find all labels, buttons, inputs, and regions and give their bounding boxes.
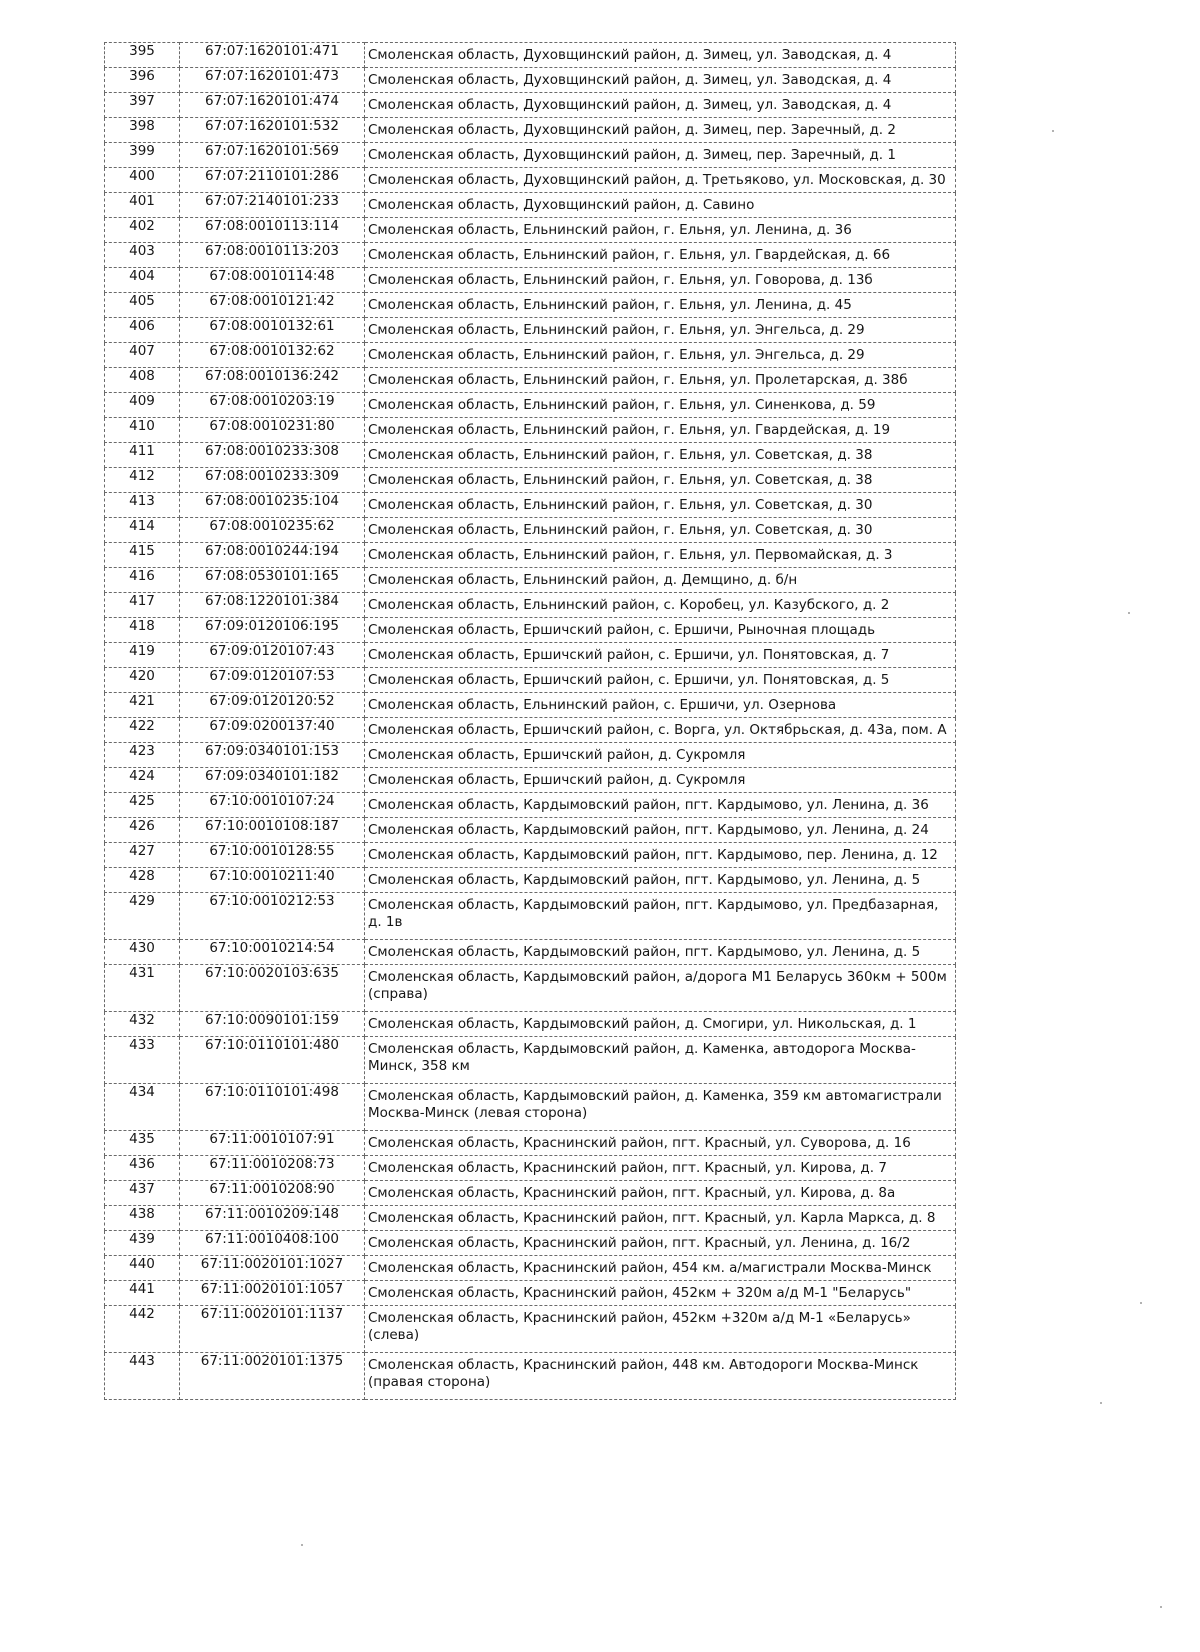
table-row [105,318,956,343]
table-row [105,1256,956,1281]
row-number-cell: 429 [105,893,180,940]
cadastral-number-cell: 67:08:0010121:42 [180,293,365,318]
address-cell: Смоленская область, Краснинский район, 454 км. а/магистрали Москва-Минск [365,1256,956,1281]
table-row [105,818,956,843]
table-row [105,143,956,168]
cadastral-number-cell: 67:11:0010209:148 [180,1206,365,1231]
address-cell: Смоленская область, Ельнинский район, г. Ельня, ул. Советская, д. 30 [365,493,956,518]
table-row [105,1156,956,1181]
address-cell: Смоленская область, Кардымовский район, д. Каменка, автодорога Москва-Минск, 358 км [365,1037,956,1084]
row-number-cell: 442 [105,1306,180,1353]
cadastral-number-cell: 67:07:1620101:532 [180,118,365,143]
table-row [105,443,956,468]
table-row [105,493,956,518]
address-cell: Смоленская область, Краснинский район, пгт. Красный, ул. Кирова, д. 7 [365,1156,956,1181]
row-number-cell: 416 [105,568,180,593]
row-number-cell: 407 [105,343,180,368]
cadastral-number-cell: 67:10:0110101:498 [180,1084,365,1131]
row-number-cell: 404 [105,268,180,293]
scan-speck [1128,612,1130,614]
address-cell: Смоленская область, Краснинский район, пгт. Красный, ул. Ленина, д. 16/2 [365,1231,956,1256]
cadastral-number-cell: 67:07:2110101:286 [180,168,365,193]
row-number-cell: 426 [105,818,180,843]
address-cell: Смоленская область, Ельнинский район, г. Ельня, ул. Ленина, д. 45 [365,293,956,318]
table-row [105,168,956,193]
address-cell: Смоленская область, Духовщинский район, д. Зимец, ул. Заводская, д. 4 [365,68,956,93]
row-number-cell: 417 [105,593,180,618]
table-row [105,793,956,818]
address-cell: Смоленская область, Ельнинский район, г. Ельня, ул. Синенкова, д. 59 [365,393,956,418]
table-row [105,593,956,618]
address-cell: Смоленская область, Кардымовский район, д. Смогири, ул. Никольская, д. 1 [365,1012,956,1037]
table-row [105,868,956,893]
table-row [105,618,956,643]
row-number-cell: 403 [105,243,180,268]
row-number-cell: 401 [105,193,180,218]
cadastral-number-cell: 67:09:0340101:182 [180,768,365,793]
cadastral-number-cell: 67:10:0010128:55 [180,843,365,868]
cadastral-number-cell: 67:11:0020101:1375 [180,1353,365,1400]
row-number-cell: 405 [105,293,180,318]
cadastral-number-cell: 67:07:1620101:474 [180,93,365,118]
row-number-cell: 433 [105,1037,180,1084]
address-cell: Смоленская область, Ельнинский район, г. Ельня, ул. Ленина, д. 36 [365,218,956,243]
address-cell: Смоленская область, Ельнинский район, г. Ельня, ул. Советская, д. 38 [365,468,956,493]
cadastral-number-cell: 67:10:0010214:54 [180,940,365,965]
table-row [105,718,956,743]
row-number-cell: 397 [105,93,180,118]
cadastral-number-cell: 67:11:0010107:91 [180,1131,365,1156]
table-row [105,1181,956,1206]
address-cell: Смоленская область, Кардымовский район, пгт. Кардымово, ул. Ленина, д. 5 [365,868,956,893]
cadastral-number-cell: 67:10:0010107:24 [180,793,365,818]
row-number-cell: 439 [105,1231,180,1256]
table-row [105,218,956,243]
table-row [105,668,956,693]
cadastral-number-cell: 67:08:0010233:308 [180,443,365,468]
address-cell: Смоленская область, Ельнинский район, с. Коробец, ул. Казубского, д. 2 [365,593,956,618]
row-number-cell: 411 [105,443,180,468]
address-cell: Смоленская область, Ельнинский район, г. Ельня, ул. Советская, д. 30 [365,518,956,543]
cadastral-number-cell: 67:07:1620101:473 [180,68,365,93]
address-cell: Смоленская область, Краснинский район, пгт. Красный, ул. Карла Маркса, д. 8 [365,1206,956,1231]
cadastral-number-cell: 67:07:1620101:569 [180,143,365,168]
table-row [105,643,956,668]
cadastral-number-cell: 67:07:1620101:471 [180,43,365,68]
row-number-cell: 395 [105,43,180,68]
cadastral-number-cell: 67:08:0010235:104 [180,493,365,518]
table-row [105,43,956,68]
address-cell: Смоленская область, Ершичский район, с. Ершичи, Рыночная площадь [365,618,956,643]
address-cell: Смоленская область, Краснинский район, пгт. Красный, ул. Суворова, д. 16 [365,1131,956,1156]
scan-speck [1160,1606,1162,1608]
row-number-cell: 408 [105,368,180,393]
cadastral-number-cell: 67:08:0010233:309 [180,468,365,493]
table-row [105,1206,956,1231]
row-number-cell: 422 [105,718,180,743]
table-row [105,940,956,965]
cadastral-number-cell: 67:10:0110101:480 [180,1037,365,1084]
table-row [105,193,956,218]
row-number-cell: 440 [105,1256,180,1281]
row-number-cell: 430 [105,940,180,965]
cadastral-number-cell: 67:08:1220101:384 [180,593,365,618]
address-cell: Смоленская область, Ершичский район, с. Ершичи, ул. Понятовская, д. 7 [365,643,956,668]
row-number-cell: 410 [105,418,180,443]
table-row [105,118,956,143]
table-row [105,1353,956,1400]
address-cell: Смоленская область, Духовщинский район, д. Зимец, пер. Заречный, д. 2 [365,118,956,143]
table-row [105,68,956,93]
table-row [105,568,956,593]
table-row [105,293,956,318]
row-number-cell: 399 [105,143,180,168]
address-cell: Смоленская область, Ельнинский район, г. Ельня, ул. Пролетарская, д. 38б [365,368,956,393]
cadastral-number-cell: 67:11:0010408:100 [180,1231,365,1256]
address-cell: Смоленская область, Кардымовский район, д. Каменка, 359 км автомагистрали Москва-Минск (левая сторона) [365,1084,956,1131]
address-cell: Смоленская область, Ершичский район, с. Ворга, ул. Октябрьская, д. 43а, пом. А [365,718,956,743]
address-cell: Смоленская область, Кардымовский район, пгт. Кардымово, ул. Ленина, д. 5 [365,940,956,965]
address-cell: Смоленская область, Краснинский район, 448 км. Автодороги Москва-Минск (правая сторона) [365,1353,956,1400]
row-number-cell: 423 [105,743,180,768]
table-row [105,393,956,418]
cadastral-number-cell: 67:09:0120107:53 [180,668,365,693]
cadastral-number-cell: 67:09:0120107:43 [180,643,365,668]
row-number-cell: 434 [105,1084,180,1131]
address-cell: Смоленская область, Краснинский район, пгт. Красный, ул. Кирова, д. 8а [365,1181,956,1206]
row-number-cell: 413 [105,493,180,518]
table-row [105,1281,956,1306]
cadastral-number-cell: 67:08:0010235:62 [180,518,365,543]
cadastral-number-cell: 67:09:0340101:153 [180,743,365,768]
cadastral-number-cell: 67:08:0010132:61 [180,318,365,343]
scan-speck [1140,1302,1142,1304]
row-number-cell: 441 [105,1281,180,1306]
table-row [105,1012,956,1037]
address-cell: Смоленская область, Кардымовский район, а/дорога М1 Беларусь 360км + 500м (справа) [365,965,956,1012]
cadastral-number-cell: 67:10:0090101:159 [180,1012,365,1037]
row-number-cell: 432 [105,1012,180,1037]
scan-speck [1052,130,1054,132]
register-table-body [105,43,956,1400]
property-register-table [104,42,956,1400]
address-cell: Смоленская область, Ельнинский район, с. Ершичи, ул. Озернова [365,693,956,718]
address-cell: Смоленская область, Духовщинский район, д. Зимец, ул. Заводская, д. 4 [365,43,956,68]
address-cell: Смоленская область, Краснинский район, 452км + 320м а/д М-1 "Беларусь" [365,1281,956,1306]
address-cell: Смоленская область, Духовщинский район, д. Зимец, пер. Заречный, д. 1 [365,143,956,168]
table-row [105,965,956,1012]
cadastral-number-cell: 67:10:0020103:635 [180,965,365,1012]
table-row [105,1037,956,1084]
cadastral-number-cell: 67:11:0010208:73 [180,1156,365,1181]
address-cell: Смоленская область, Ельнинский район, г. Ельня, ул. Говорова, д. 13б [365,268,956,293]
cadastral-number-cell: 67:09:0200137:40 [180,718,365,743]
table-row [105,368,956,393]
address-cell: Смоленская область, Краснинский район, 452км +320м а/д М-1 «Беларусь» (слева) [365,1306,956,1353]
address-cell: Смоленская область, Ершичский район, д. Сукромля [365,743,956,768]
table-row [105,843,956,868]
cadastral-number-cell: 67:08:0010132:62 [180,343,365,368]
row-number-cell: 400 [105,168,180,193]
row-number-cell: 436 [105,1156,180,1181]
address-cell: Смоленская область, Кардымовский район, пгт. Кардымово, ул. Ленина, д. 36 [365,793,956,818]
row-number-cell: 437 [105,1181,180,1206]
cadastral-number-cell: 67:08:0010244:194 [180,543,365,568]
address-cell: Смоленская область, Ельнинский район, г. Ельня, ул. Энгельса, д. 29 [365,318,956,343]
address-cell: Смоленская область, Духовщинский район, д. Савино [365,193,956,218]
table-row [105,1306,956,1353]
cadastral-number-cell: 67:11:0020101:1137 [180,1306,365,1353]
row-number-cell: 398 [105,118,180,143]
row-number-cell: 435 [105,1131,180,1156]
cadastral-number-cell: 67:11:0020101:1027 [180,1256,365,1281]
scan-speck [1100,1402,1102,1404]
table-row [105,893,956,940]
row-number-cell: 412 [105,468,180,493]
address-cell: Смоленская область, Ельнинский район, г. Ельня, ул. Гвардейская, д. 66 [365,243,956,268]
row-number-cell: 420 [105,668,180,693]
cadastral-number-cell: 67:10:0010211:40 [180,868,365,893]
row-number-cell: 428 [105,868,180,893]
table-row [105,1231,956,1256]
address-cell: Смоленская область, Ельнинский район, г. Ельня, ул. Гвардейская, д. 19 [365,418,956,443]
row-number-cell: 396 [105,68,180,93]
cadastral-number-cell: 67:09:0120120:52 [180,693,365,718]
address-cell: Смоленская область, Кардымовский район, пгт. Кардымово, ул. Ленина, д. 24 [365,818,956,843]
row-number-cell: 418 [105,618,180,643]
table-row [105,418,956,443]
table-row [105,268,956,293]
cadastral-number-cell: 67:08:0010113:203 [180,243,365,268]
table-row [105,1131,956,1156]
row-number-cell: 414 [105,518,180,543]
row-number-cell: 419 [105,643,180,668]
table-row [105,693,956,718]
table-row [105,343,956,368]
address-cell: Смоленская область, Ельнинский район, г. Ельня, ул. Советская, д. 38 [365,443,956,468]
address-cell: Смоленская область, Ершичский район, с. Ершичи, ул. Понятовская, д. 5 [365,668,956,693]
row-number-cell: 425 [105,793,180,818]
cadastral-number-cell: 67:10:0010108:187 [180,818,365,843]
table-row [105,543,956,568]
cadastral-number-cell: 67:08:0010136:242 [180,368,365,393]
address-cell: Смоленская область, Ельнинский район, г. Ельня, ул. Первомайская, д. 3 [365,543,956,568]
cadastral-number-cell: 67:08:0010231:80 [180,418,365,443]
table-row [105,243,956,268]
address-cell: Смоленская область, Духовщинский район, д. Третьяково, ул. Московская, д. 30 [365,168,956,193]
cadastral-number-cell: 67:09:0120106:195 [180,618,365,643]
row-number-cell: 443 [105,1353,180,1400]
row-number-cell: 427 [105,843,180,868]
row-number-cell: 409 [105,393,180,418]
cadastral-number-cell: 67:08:0010114:48 [180,268,365,293]
cadastral-number-cell: 67:08:0010203:19 [180,393,365,418]
row-number-cell: 406 [105,318,180,343]
row-number-cell: 415 [105,543,180,568]
address-cell: Смоленская область, Ершичский район, д. Сукромля [365,768,956,793]
address-cell: Смоленская область, Духовщинский район, д. Зимец, ул. Заводская, д. 4 [365,93,956,118]
cadastral-number-cell: 67:08:0010113:114 [180,218,365,243]
row-number-cell: 421 [105,693,180,718]
address-cell: Смоленская область, Кардымовский район, пгт. Кардымово, пер. Ленина, д. 12 [365,843,956,868]
table-row [105,768,956,793]
table-row [105,743,956,768]
table-row [105,468,956,493]
address-cell: Смоленская область, Ельнинский район, д. Демщино, д. б/н [365,568,956,593]
table-row [105,93,956,118]
address-cell: Смоленская область, Ельнинский район, г. Ельня, ул. Энгельса, д. 29 [365,343,956,368]
cadastral-number-cell: 67:11:0020101:1057 [180,1281,365,1306]
table-row [105,1084,956,1131]
cadastral-number-cell: 67:11:0010208:90 [180,1181,365,1206]
address-cell: Смоленская область, Кардымовский район, пгт. Кардымово, ул. Предбазарная, д. 1в [365,893,956,940]
cadastral-number-cell: 67:10:0010212:53 [180,893,365,940]
scan-speck [301,1544,303,1546]
table-row [105,518,956,543]
row-number-cell: 402 [105,218,180,243]
cadastral-number-cell: 67:08:0530101:165 [180,568,365,593]
cadastral-number-cell: 67:07:2140101:233 [180,193,365,218]
row-number-cell: 424 [105,768,180,793]
row-number-cell: 438 [105,1206,180,1231]
row-number-cell: 431 [105,965,180,1012]
